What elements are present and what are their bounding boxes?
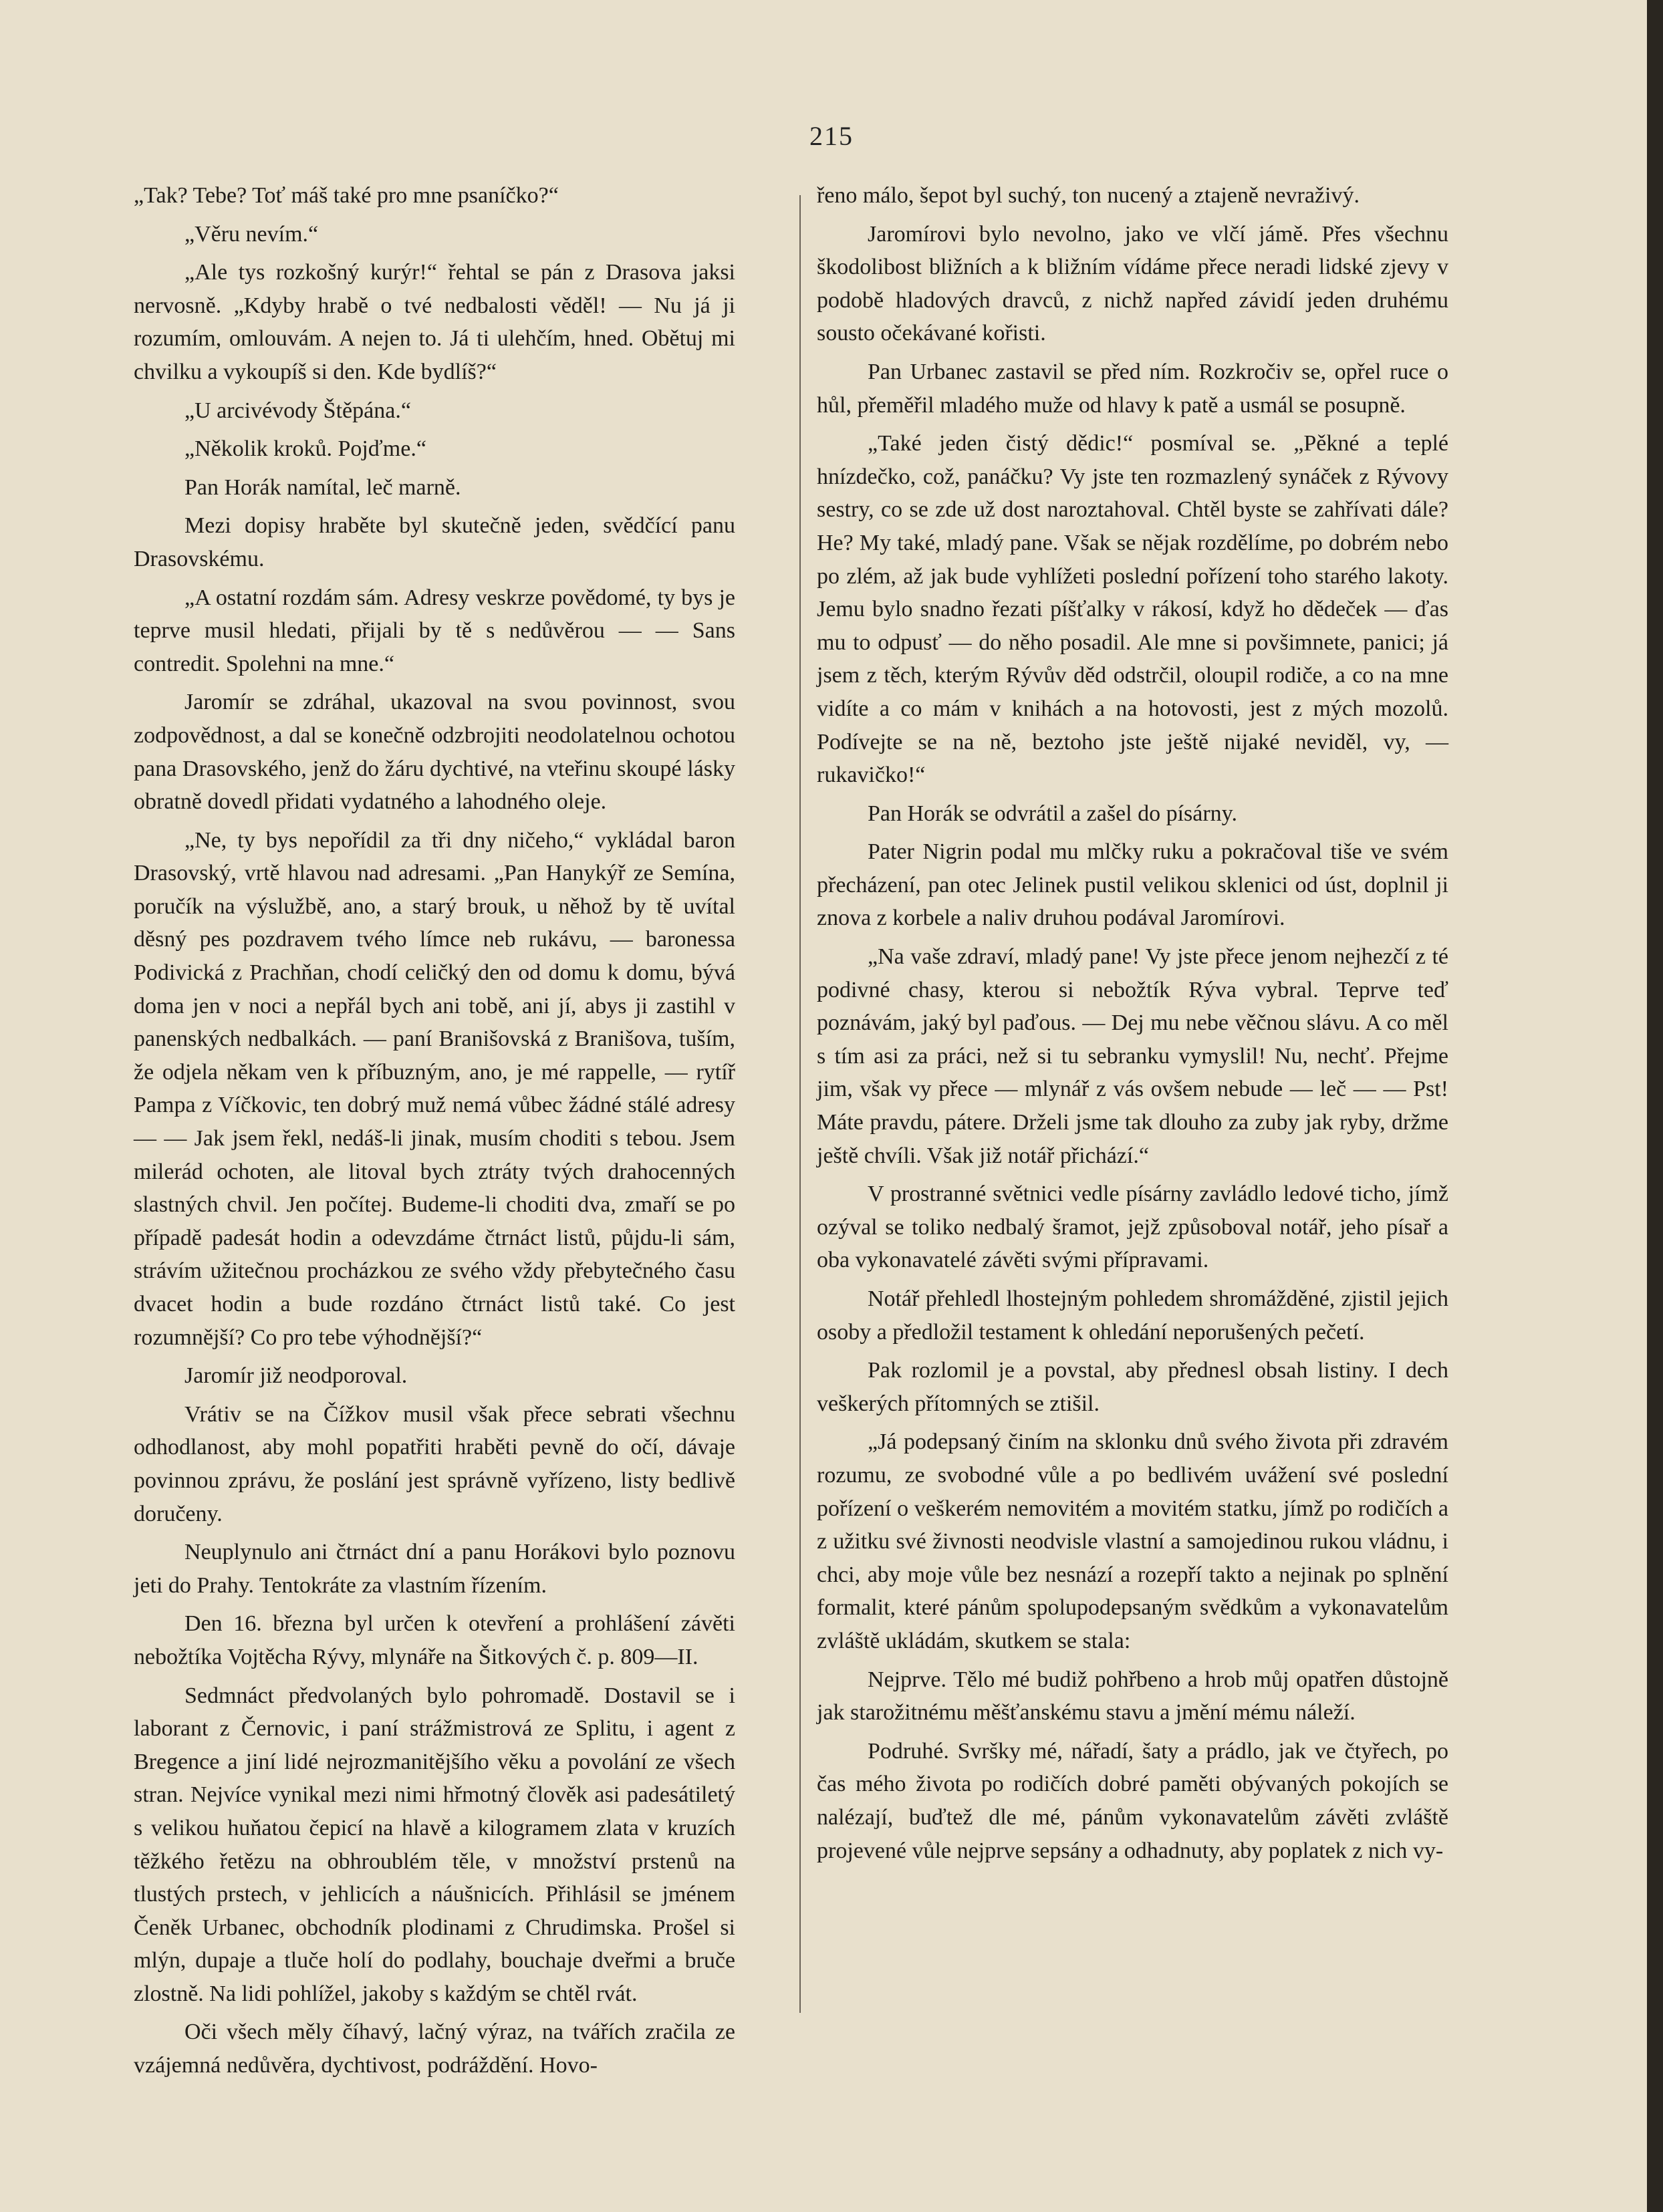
paragraph: „Několik kroků. Pojďme.“	[184, 436, 426, 462]
left-column	[134, 179, 735, 2088]
paragraph: Vrátiv se na Čížkov musil však přece sebrati všechnu odhodlanost, aby mohl popatřiti hraběti pevně do očí, dávaje povinnou zprávu, že poslání jest správně vyřízeno, listy bedlivě doručeny.	[134, 1401, 735, 1526]
paragraph: Neuplynulo ani čtrnáct dní a panu Horákovi bylo poznovu jeti do Prahy. Tentokráte za vlastním řízením.	[134, 1540, 735, 1598]
paragraph: Pan Horák namítal, leč marně.	[184, 474, 461, 500]
paragraph: Jaromírovi bylo nevolno, jako ve vlčí jámě. Přes všechnu škodolibost bližních a k bližním vídáme přece neradi lidské zjevy v podobě hladových dravců, z nichž napřed závidí jeden druhému sousto očekávané kořisti.	[817, 221, 1448, 346]
paragraph: „Také jeden čistý dědic!“ posmíval se. „Pěkné a teplé hnízdečko, což, panáčku? Vy jste ten rozmazlený synáček z Rývovy sestry, co se zde už dost naroztahoval. Chtěl byste se zahřívati dále? He? My také, mladý pane. Však se nějak rozdělíme, po dobrém nebo po zlém, až jak bude vyhlížeti poslední pořízení toho starého lakoty. Jemu bylo snadno řezati píšťalky v rákosí, když ho dědeček — ďas mu to odpusť — do něho posadil. Ale mne si povšimnete, panici; já jsem z těch, kterým Rývův děd odstrčil, oloupil rodiče, a co na mne vidíte a co mám v knihách a na hotovosti, jest z mých mozolů. Podívejte se na ně, beztoho jste ještě nijaké neviděl, vy, — rukavičko!“	[817, 431, 1448, 788]
paragraph: Podruhé. Svršky mé, nářadí, šaty a prádlo, jak ve čtyřech, po čas mého života po rodičích dobré paměti obývaných pokojích se nalézají, buďtež dle mé, pánům vykonavatelům závěti zvláště projevené vůle nejprve sepsány a odhadnuty, aby poplatek z nich vy-	[817, 1738, 1448, 1863]
paragraph: Mezi dopisy hraběte byl skutečně jeden, svědčící panu Drasovskému.	[134, 513, 735, 571]
paragraph: Pan Urbanec zastavil se před ním. Rozkročiv se, opřel ruce o hůl, přeměřil mladého muže od hlavy k patě a usmál se posupně.	[817, 359, 1448, 418]
paragraph: Pan Horák se odvrátil a zašel do písárny.	[868, 801, 1237, 826]
page-number: 215	[809, 121, 854, 151]
paragraph: Oči všech měly číhavý, lačný výraz, na tvářích zračila ze vzájemná nedůvěra, dychtivost, podráždění. Hovo-	[134, 2020, 735, 2078]
paragraph: Sedmnáct předvolaných bylo pohromadě. Dostavil se i laborant z Černovic, i paní strážmistrová ze Splitu, i agent z Bregence a jiní lidé nejrozmanitějšího věku a povolání ze všech stran. Nejvíce vynikal mezi nimi hřmotný člověk asi padesátiletý s velikou huňatou čepicí na hlavě a kilogramem zlata v kruzích těžkého řetězu na obhroublém těle, v množství prstenů na tlustých prstech, v jehlicích a náušnicích. Přihlásil se jménem Čeněk Urbanec, obchodník plodinami z Chrudimska. Prošel si mlýn, dupaje a tluče holí do podlahy, bouchaje dveřmi a bruče zlostně. Na lidi pohlížel, jakoby s každým se chtěl rvát.	[134, 1683, 735, 2006]
right-column	[817, 179, 1448, 1873]
paragraph: Den 16. března byl určen k otevření a prohlášení závěti nebožtíka Vojtěcha Rývy, mlynáře na Šitkových č. p. 809—II.	[134, 1611, 735, 1669]
paragraph: Pak rozlomil je a povstal, aby přednesl obsah listiny. I dech veškerých přítomných se ztišil.	[817, 1358, 1448, 1416]
paragraph: Jaromír se zdráhal, ukazoval na svou povinnost, svou zodpovědnost, a dal se konečně odzbrojiti neodolatelnou ochotou pana Drasovského, jenž do žáru dychtivé, na vteřinu skoupé lásky obratně dovedl přidati vydatného a lahodného oleje.	[134, 690, 735, 815]
paragraph: „A ostatní rozdám sám. Adresy veskrze povědomé, ty bys je teprve musil hledati, přijali by tě s nedůvěrou — — Sans contredit. Spolehni na mne.“	[134, 585, 735, 676]
paragraph: „Ale tys rozkošný kurýr!“ řehtal se pán z Drasova jaksi nervosně. „Kdyby hrabě o tvé nedbalosti věděl! — Nu já ji rozumím, omlouvám. A nejen to. Já ti ulehčím, hned. Obětuj mi chvilku a vykoupíš si den. Kde bydlíš?“	[134, 260, 735, 384]
paragraph: řeno málo, šepot byl suchý, ton nucený a ztajeně nevraživý.	[817, 183, 1360, 208]
paragraph: „Věru nevím.“	[184, 221, 319, 247]
paragraph: Notář přehledl lhostejným pohledem shromážděné, zjistil jejich osoby a předložil testament k ohledání neporušených pečetí.	[817, 1286, 1448, 1345]
paragraph: Pater Nigrin podal mu mlčky ruku a pokračoval tiše ve svém přecházení, pan otec Jelinek pustil velikou sklenici od úst, doplnil ji znova z korbele a naliv druhou podával Jaromírovi.	[817, 839, 1448, 931]
column-divider	[799, 195, 801, 2013]
paragraph: „U arcivévody Štěpána.“	[184, 398, 411, 423]
paragraph: Jaromír již neodporoval.	[184, 1363, 408, 1389]
paragraph: „Ne, ty bys nepořídil za tři dny ničeho,“ vykládal baron Drasovský, vrtě hlavou nad adresami. „Pan Hanykýř ze Semína, poručík na výslužbě, ano, a starý brouk, u něhož by tě uvítal děsný pes pozdravem tvého límce neb rukávu, — baronessa Podivická z Prachňan, chodí celičký den od domu k domu, bývá doma jen v noci a nepřál bych ani tobě, ani jí, abys ji zastihl v panenských nedbalkách. — paní Branišovská z Branišova, tuším, že odjela někam ven k příbuzným, ano, je mé rappelle, — rytíř Pampa z Víčkovic, ten dobrý muž nemá vůbec žádné stálé adresy — — Jak jsem řekl, nedáš-li jinak, musím choditi s tebou. Jsem milerád ochoten, ale litoval bych ztráty tvých drahocenných slastných chvil. Jen počítej. Budeme-li choditi dva, zmaří se po případě padesát hodin a odevzdáme čtrnáct listů, půjdu-li sám, strávím užitečnou procházkou ze svého vždy přebytečného času dvacet hodin a bude rozdáno čtrnáct listů také. Co jest rozumnější? Co pro tebe výhodnější?“	[134, 827, 735, 1350]
paragraph: „Tak? Tebe? Toť máš také pro mne psaníčko?“	[134, 183, 559, 208]
paragraph: V prostranné světnici vedle písárny zavládlo ledové ticho, jímž ozýval se toliko nedbalý šramot, jejž způsoboval notář, jeho písař a oba vykonavatelé závěti svými přípravami.	[817, 1182, 1448, 1273]
paragraph: Nejprve. Tělo mé budiž pohřbeno a hrob můj opatřen důstojně jak starožitnému měšťanskému stavu a jmění mému náleží.	[817, 1667, 1448, 1725]
paragraph: „Na vaše zdraví, mladý pane! Vy jste přece jenom nejhezčí z té podivné chasy, kterou si nebožtík Rýva vybral. Teprve teď poznávám, jaký byl paďous. — Dej mu nebe věčnou slávu. A co měl s tím asi za práci, než si tu sebranku vymyslil! Nu, nechť. Přejme jim, však vy přece — mlynář z vás ovšem nebude — leč — — Pst! Máte pravdu, pátere. Drželi jsme tak dlouho za zuby jak ryby, držme ještě chvíli. Však již notář přichází.“	[817, 944, 1448, 1168]
paragraph: „Já podepsaný činím na sklonku dnů svého života při zdravém rozumu, ze svobodné vůle a po bedlivém uvážení své poslední pořízení o veškerém nemovitém a movitém statku, jímž po rodičích a z užitku své živnosti neodvisle vlastní a samojedinou rukou vládnu, i chci, aby moje vůle bez nesnází a rozepří takto a nejinak po splnění formalit, které pánům spolupodepsaným svědkům a vykonavatelům zvláště ukládám, skutkem se stala:	[817, 1429, 1448, 1653]
page-edge	[1647, 0, 1663, 2212]
